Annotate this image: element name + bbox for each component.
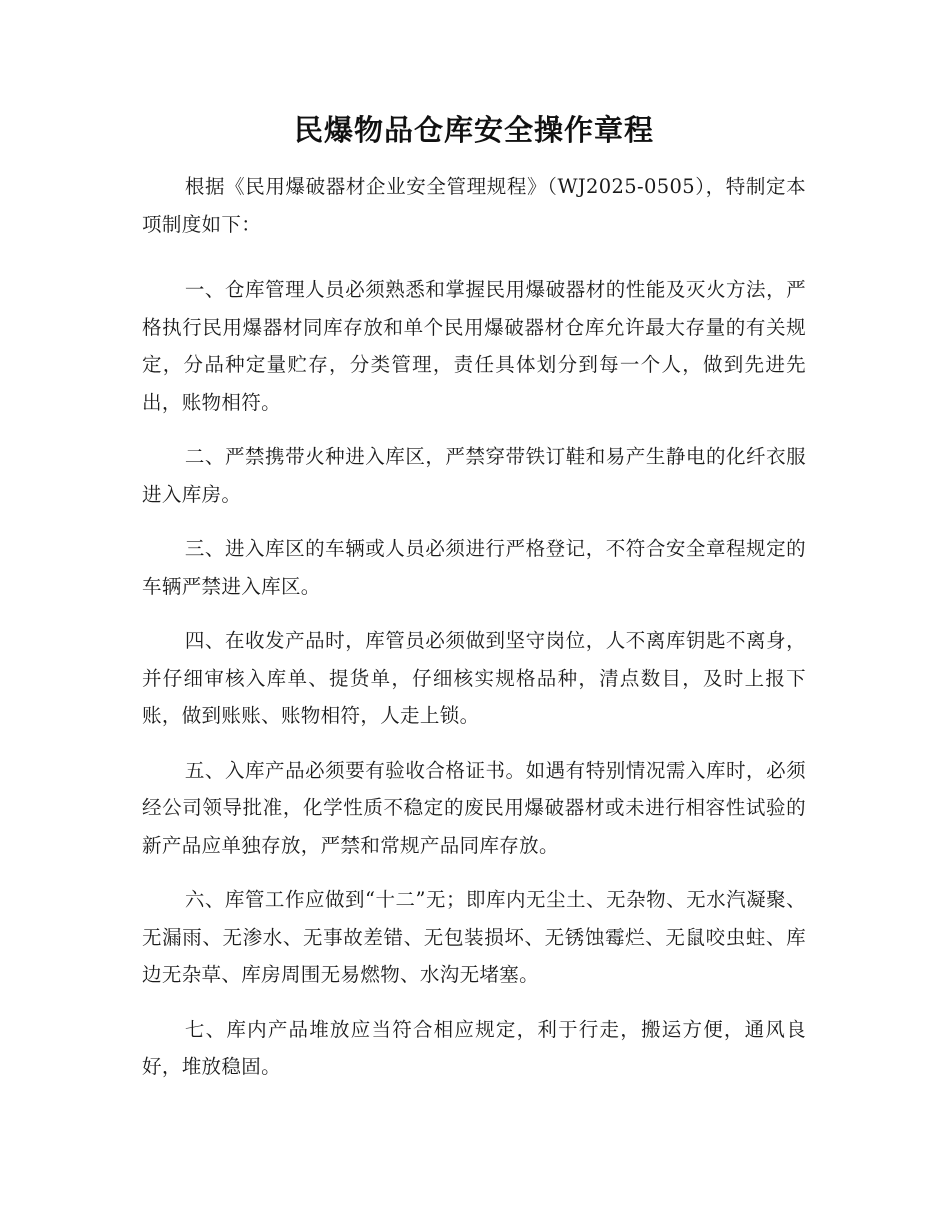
clause-7: 七、库内产品堆放应当符合相应规定，利于行走，搬运方便，通风良好，堆放稳固。	[142, 1017, 806, 1078]
clause-3: 三、进入库区的车辆或人员必须进行严格登记，不符合安全章程规定的车辆严禁进入库区。	[142, 537, 806, 598]
clause-6: 六、库管工作应做到“十二”无；即库内无尘土、无杂物、无水汽凝聚、无漏雨、无渗水、无事故差错、无包装损坏、无锈蚀霉烂、无鼠咬虫蛀、库边无杂草、库房周围无易燃物、水沟无堵塞。	[142, 888, 806, 986]
intro-paragraph: 根据《民用爆破器材企业安全管理规程》（WJ2025-0505），特制定本项制度如下：	[142, 175, 806, 236]
clause-2: 二、严禁携带火种进入库区，严禁穿带铁订鞋和易产生静电的化纤衣服进入库房。	[142, 445, 806, 506]
document-title: 民爆物品仓库安全操作章程	[293, 113, 654, 147]
document-page	[142, 108, 806, 1103]
clause-1: 一、仓库管理人员必须熟悉和掌握民用爆破器材的性能及灭火方法，严格执行民用爆器材同库存放和单个民用爆破器材仓库允许最大存量的有关规定，分品种定量贮存，分类管理，责任具体划分到每一个人，做到先进先出，账物相符。	[142, 278, 806, 414]
clause-5: 五、入库产品必须要有验收合格证书。如遇有特别情况需入库时，必须经公司领导批准，化学性质不稳定的废民用爆破器材或未进行相容性试验的新产品应单独存放，严禁和常规产品同库存放。	[142, 758, 806, 857]
clause-4: 四、在收发产品时，库管员必须做到坚守岗位，人不离库钥匙不离身，并仔细审核入库单、提货单，仔细核实规格品种，清点数目，及时上报下账，做到账账、账物相符，人走上锁。	[142, 629, 806, 727]
